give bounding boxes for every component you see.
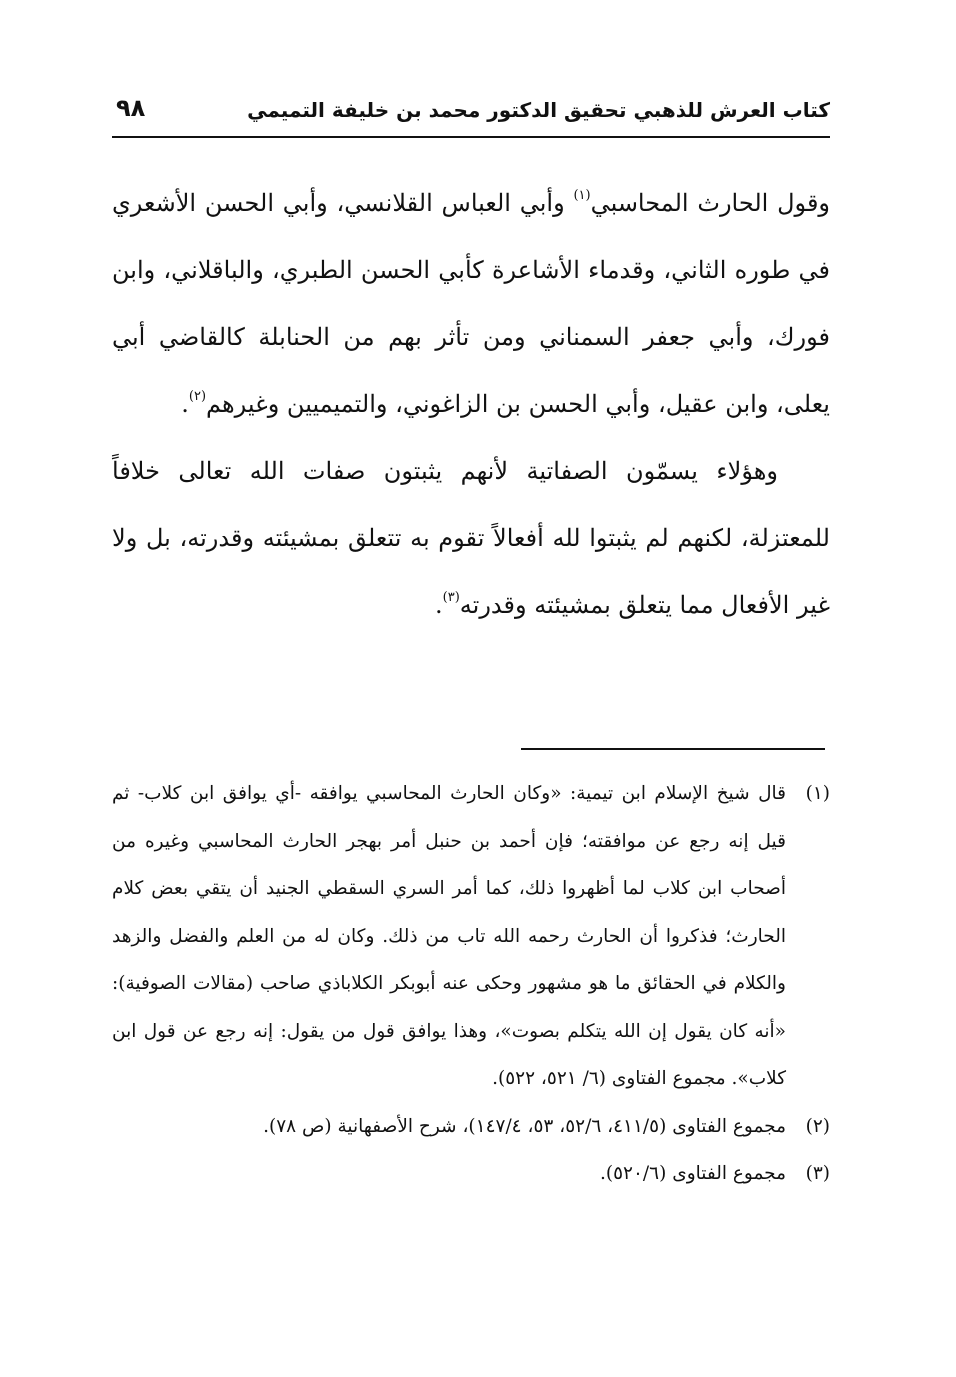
footnotes (112, 770, 830, 1198)
footnote-2-text: مجموع الفتاوى (٤١١/٥، ٥٢/٦، ٥٣، ١٤٧/٤)، شرح الأصفهانية (ص ٧٨). (263, 1115, 786, 1137)
footnote-2 (112, 1103, 830, 1151)
paragraph-1-part-2: وأبي العباس القلانسي، وأبي الحسن الأشعري في طوره الثاني، وقدماء الأشاعرة كأبي الحسن الطبري، والباقلاني، وابن فورك، وأبي جعفر السمناني ومن تأثر بهم من الحنابلة كالقاضي أبي يعلى، وابن عقيل، وأبي الحسن بن الزاغوني، والتميميين وغيرهم (112, 189, 830, 418)
footnote-1 (112, 770, 830, 1103)
footnote-1-number: (١) (805, 783, 830, 804)
paragraph-2-part-1: وهؤلاء يسمّون الصفاتية لأنهم يثبتون صفات الله تعالى خلافاً للمعتزلة، لكنهم لم يثبتوا لله أفعالاً تقوم به تتعلق بمشيئته وقدرته، بل ولا غير الأفعال مما يتعلق بمشيئته وقدرته (112, 457, 830, 619)
paragraph-1-part-1: وقول الحارث المحاسبي (590, 189, 831, 217)
main-text (112, 170, 830, 639)
footnote-2-number: (٢) (805, 1115, 830, 1137)
paragraph-2 (112, 438, 830, 639)
paragraph-2-end: . (435, 591, 443, 619)
paragraph-1 (112, 170, 830, 438)
paragraph-1-end: . (181, 390, 189, 418)
footnote-separator (521, 748, 825, 750)
footnote-ref-1: (١) (573, 188, 591, 203)
footnote-1-text: قال شيخ الإسلام ابن تيمية: «وكان الحارث المحاسبي يوافقه -أي يوافق ابن كلاب- ثم قيل إنه رجع عن موافقته؛ فإن أحمد بن حنبل أمر بهجر الحارث المحاسبي وغيره من أصحاب ابن كلاب لما أظهروا ذلك، كما أمر السري السقطي الجنيد أن يتقي بعض كلام الحارث؛ فذكروا أن الحارث رحمه الله تاب من ذلك. وكان له من العلم والفضل والزهد والكلام في الحقائق ما هو مشهور وحكى عنه أبوبكر الكلاباذي صاحب (مقالات الصوفية): «أنه كان يقول إن الله يتكلم بصوت»، وهذا يوافق قول من يقول: إنه رجع عن قول ابن كلاب». مجموع الفتاوى (٦/ ٥٢١، ٥٢٢). (112, 783, 786, 1089)
page-header (112, 92, 830, 138)
running-title: كتاب العرش للذهبي تحقيق الدكتور محمد بن خليفة التميمي (247, 98, 830, 122)
footnote-ref-2: (٢) (188, 389, 207, 404)
footnote-3-text: مجموع الفتاوى (٥٢٠/٦). (600, 1163, 786, 1184)
page-number: ٩٨ (116, 94, 146, 122)
footnote-3-number: (٣) (805, 1163, 830, 1184)
footnote-3 (112, 1150, 830, 1198)
footnote-ref-3: (٣) (442, 590, 460, 605)
